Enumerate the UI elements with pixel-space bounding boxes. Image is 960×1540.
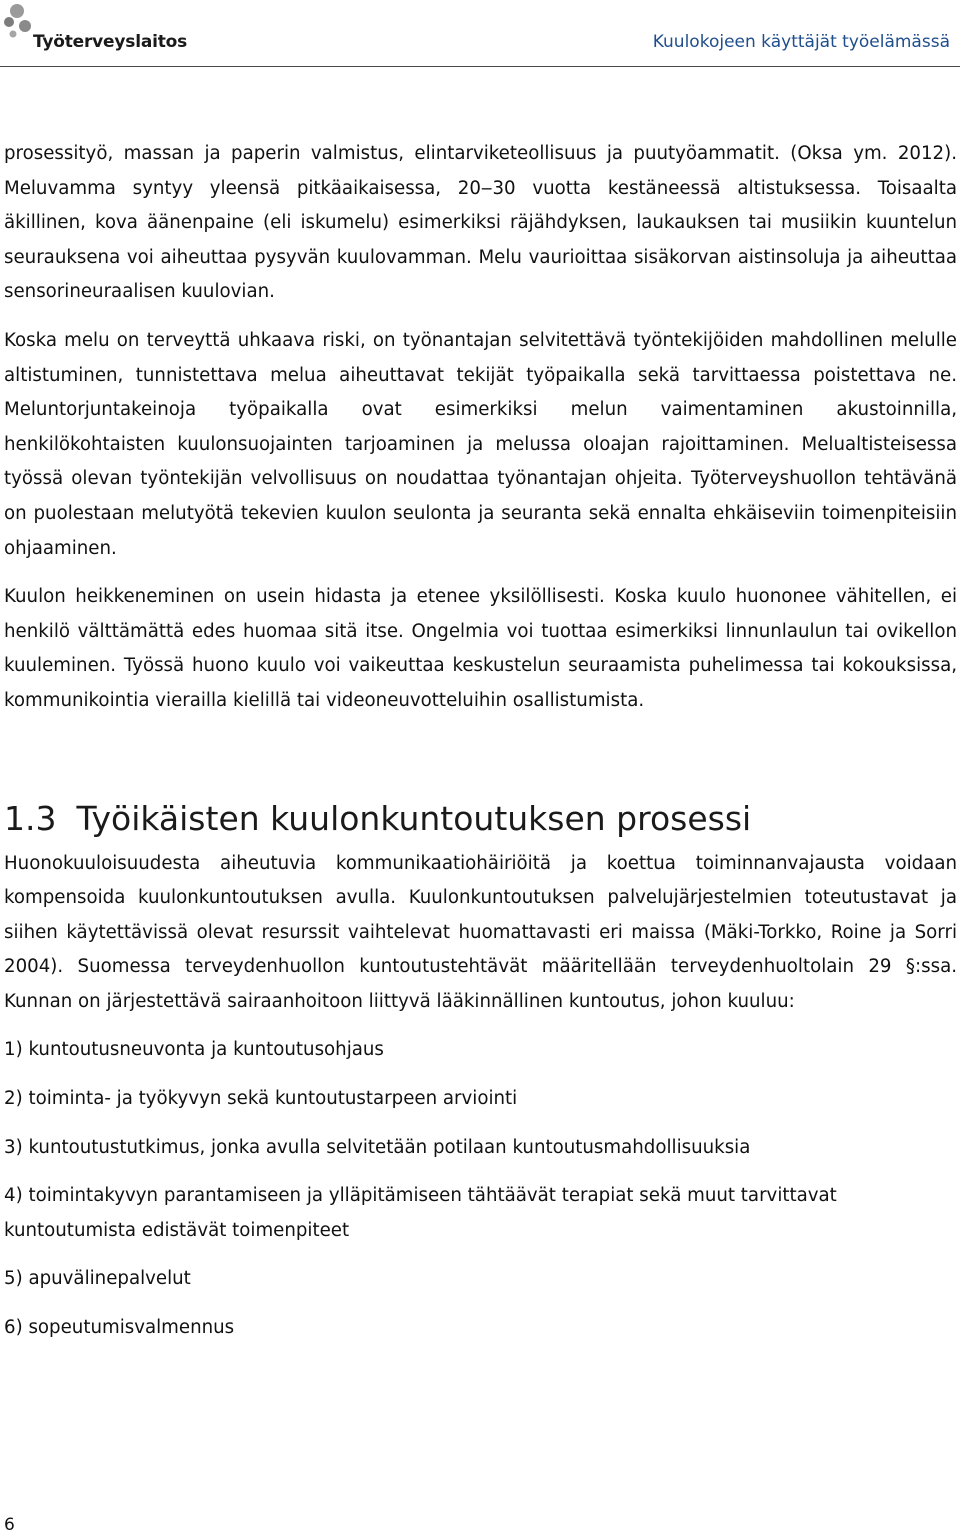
logo-text: Työterveyslaitos <box>33 32 188 52</box>
paragraph-hearing-decline: Kuulon heikkeneminen on usein hidasta ja etenee yksilöllisesti. Koska kuulo huononee vähitellen, ei henkilö välttämättä edes huomaa sitä itse. Ongelmia voi tuottaa esimerkiksi linnunlaulun tai ovikellon kuuleminen. Työssä huono kuulo voi vaikeuttaa keskustelun seuraamista puhelimessa tai kokouksissa, kommunikointia vierailla kielillä tai videoneuvotteluihin osallistumista. <box>4 586 957 711</box>
list-item: 3) kuntoutustutkimus, jonka avulla selvitetään potilaan kuntoutusmahdollisuuksia <box>4 1136 751 1158</box>
list-item: 4) toimintakyvyn parantamiseen ja ylläpitämiseen tähtäävät terapiat sekä muut tarvittavat kuntoutumista edistävät toimenpiteet <box>4 1185 837 1241</box>
header-divider <box>0 66 960 67</box>
list-item: 2) toiminta- ja työkyvyn sekä kuntoutustarpeen arviointi <box>4 1088 518 1110</box>
list-item: 1) kuntoutusneuvonta ja kuntoutusohjaus <box>4 1039 384 1061</box>
section-title: Työikäisten kuulonkuntoutuksen prosessi <box>76 798 752 838</box>
running-title: Kuulokojeen käyttäjät työelämässä <box>652 32 950 52</box>
page-header <box>0 0 960 70</box>
paragraph-employer-duties: Koska melu on terveyttä uhkaava riski, on työnantajan selvitettävä työntekijöiden mahdollinen melulle altistuminen, tunnistettava melua aiheuttavat tekijät työpaikalla sekä tarvittaessa poistettava ne. Meluntorjuntakeinoja työpaikalla ovat esimerkiksi melun vaimentaminen akustoinnilla, henkilökohtaisten kuulonsuojainten tarjoaminen ja melussa oloajan rajoittaminen. Melualtisteisessa työssä olevan työntekijän velvollisuus on noudattaa työnantajan ohjeita. Työterveyshuollon tehtävänä on puolestaan melutyötä tekevien kuulon seulonta ja seuranta sekä ennalta ehkäiseviin toimenpiteisiin ohjaaminen. <box>4 329 957 559</box>
section-heading <box>4 797 957 841</box>
paragraph-rehabilitation: Huonokuuloisuudesta aiheutuvia kommunikaatiohäiriöitä ja koettua toiminnanvajausta voidaan kompensoida kuulonkuntoutuksen avulla. Kuulonkuntoutuksen palvelujärjestelmien toteutustavat ja siihen käytettävissä olevat resurssit vaihtelevat huomattavasti eri maissa (Mäki-Torkko, Roine ja Sorri 2004). Suomessa terveydenhuollon kuntoutustehtävät määritellään terveydenhuoltolain 29 §:ssa. Kunnan on järjestettävä sairaanhoitoon liittyvä lääkinnällinen kuntoutus, johon kuuluu: <box>4 852 957 1012</box>
page-number: 6 <box>4 1515 15 1535</box>
page-content <box>4 137 957 1346</box>
section-number: 1.3 <box>4 798 57 838</box>
rehabilitation-list <box>4 1033 957 1345</box>
list-item: 6) sopeutumisvalmennus <box>4 1317 235 1339</box>
tyoterveyslaitos-logo <box>3 2 188 58</box>
paragraph-noise-exposure: prosessityö, massan ja paperin valmistus, elintarviketeollisuus ja puutyöammatit. (Oksa ym. 2012). Meluvamma syntyy yleensä pitkäaikaisessa, 20‒30 vuotta kestäneessä altistuksessa. Toisaalta äkillinen, kova äänenpaine (eli iskumelu) esimerkiksi räjähdyksen, laukauksen tai musiikin kuuntelun seurauksena voi aiheuttaa pysyvän kuulovamman. Melu vaurioittaa sisäkorvan aistinsoluja ja aiheuttaa sensorineuraalisen kuulovian. <box>4 143 957 303</box>
list-item: 5) apuvälinepalvelut <box>4 1268 191 1290</box>
